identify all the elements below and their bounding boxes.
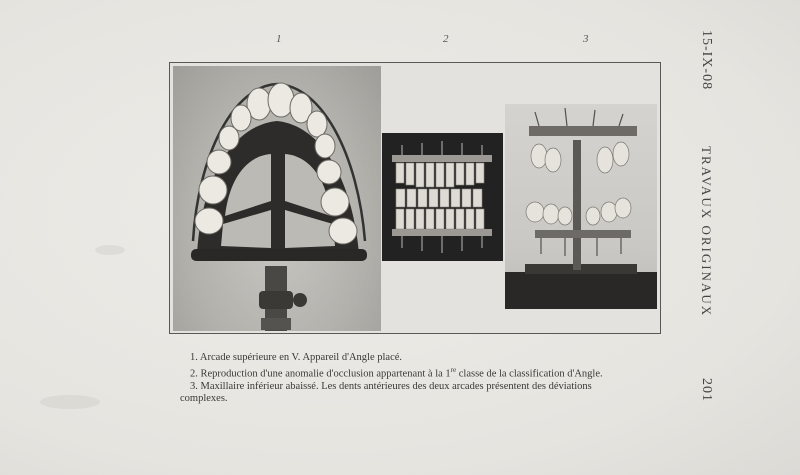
running-head-date: 15-IX-08 — [699, 30, 714, 91]
paper-stain — [95, 245, 125, 255]
photo-upper-arch — [173, 66, 381, 331]
caption-line-2-text-end: classe de la classification d'Angle. — [456, 368, 603, 380]
figure-number-1: 1 — [276, 33, 282, 45]
upper-arch-illustration — [173, 66, 381, 331]
figure-number-2: 2 — [443, 33, 449, 45]
photo-plate — [169, 62, 661, 334]
photo-lowered-mandible — [505, 104, 657, 309]
lowered-mandible-illustration — [505, 104, 657, 309]
figure-caption — [180, 352, 672, 405]
photo-occlusion-model — [382, 133, 503, 261]
caption-line-3: 3. Maxillaire inférieur abaissé. Les dents antérieures des deux arcades présentent des déviations — [190, 380, 592, 392]
caption-line-2 — [180, 364, 672, 381]
caption-line-1: 1. Arcade supérieure en V. Appareil d'Angle placé. — [190, 352, 403, 363]
occlusion-model-illustration — [382, 133, 503, 261]
page-number: 201 — [699, 378, 714, 402]
caption-line-2-text: 2. Reproduction d'une anomalie d'occlusion appartenant à la 1 — [190, 368, 451, 380]
paper-stain — [40, 395, 100, 409]
figure-number-3: 3 — [583, 33, 589, 45]
caption-line-4: complexes. — [180, 392, 228, 404]
caption-line-2-superscript: re — [450, 366, 457, 374]
running-head-section: TRAVAUX ORIGINAUX — [699, 146, 714, 318]
